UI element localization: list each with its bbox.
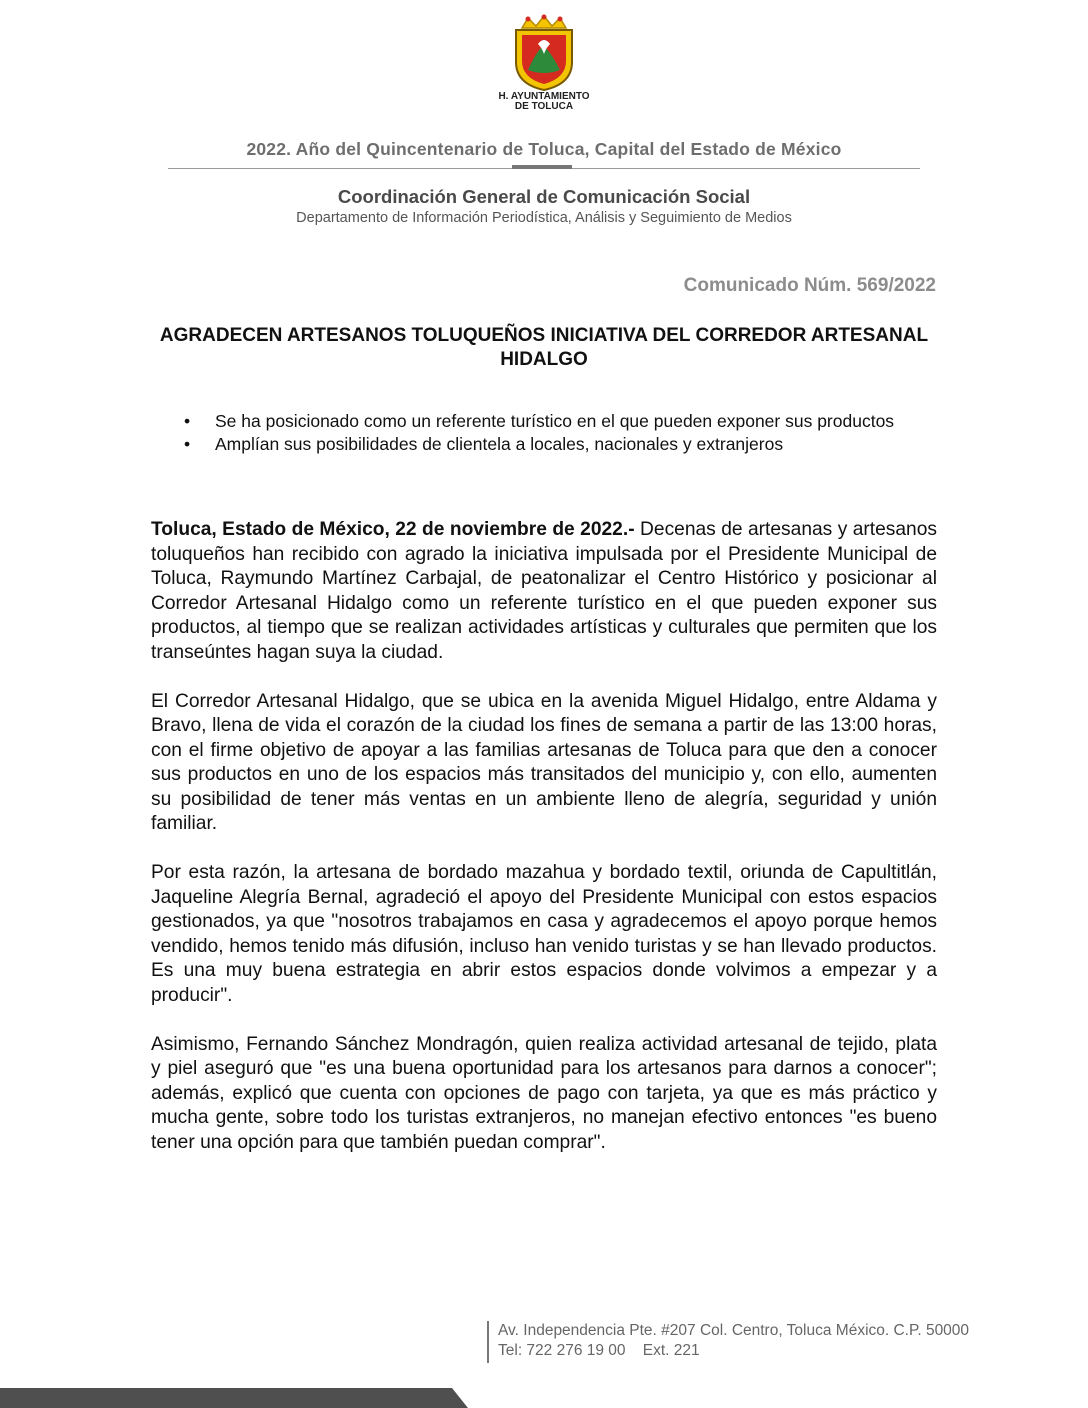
paragraph-4: Asimismo, Fernando Sánchez Mondragón, quien realiza actividad artesanal de tejido, plata y piel aseguró que "es una buena oportunidad para los artesanos para darnos a conocer"; además, explicó que cuenta con opciones de pago con tarjeta, ya que es más práctico y mucha gente, sobre todo los turistas extranjeros, no manejan efectivo entonces "es bueno tener una opción para que también puedan comprar". xyxy=(151,1033,937,1153)
coat-of-arms-icon xyxy=(508,14,580,92)
dateline: Toluca, Estado de México, 22 de noviembre de 2022.- xyxy=(151,519,635,540)
bullet-item: • Se ha posicionado como un referente turístico en el que pueden exponer sus productos xyxy=(182,410,902,433)
footer-address: Av. Independencia Pte. #207 Col. Centro, Toluca México. C.P. 50000 xyxy=(498,1322,970,1339)
headline: AGRADECEN ARTESANOS TOLUQUEÑOS INICIATIVA DEL CORREDOR ARTESANAL HIDALGO xyxy=(159,325,929,370)
paragraph-1-text: Decenas de artesanas y artesanos toluqueños han recibido con agrado la iniciativa impulsada por el Presidente Municipal de Toluca, Raymundo Martínez Carbajal, de peatonalizar el Centro Histórico y posicionar al Corredor Artesanal Hidalgo como un referente turístico en el que pueden exponer sus productos, al tiempo que se realizan actividades artísticas y culturales que permiten que los transeúntes hagan suya la ciudad. xyxy=(151,519,937,663)
coordination-title: Coordinación General de Comunicación Social xyxy=(337,186,751,207)
article-body xyxy=(151,518,937,1180)
logo-caption-line1: H. AYUNTAMIENTO xyxy=(498,91,590,102)
communique-number: Comunicado Núm. 569/2022 xyxy=(683,275,936,296)
footer-band xyxy=(0,1388,468,1408)
paragraph-2: El Corredor Artesanal Hidalgo, que se ubica en la avenida Miguel Hidalgo, entre Aldama y Bravo, llena de vida el corazón de la ciudad los fines de semana a partir de las 13:00 horas, con el firme objetivo de apoyar a las familias artesanas de Toluca para que den a conocer sus productos en uno de los espacios más transitados del municipio y, con ello, aumenten su posibilidad de tener más ventas en un ambiente lleno de alegría, seguridad y unión familiar. xyxy=(151,690,937,834)
header-divider xyxy=(168,168,920,169)
footer-divider xyxy=(487,1321,489,1363)
divider-accent xyxy=(512,165,572,169)
paragraph-1 xyxy=(151,518,937,665)
year-motto: 2022. Año del Quincentenario de Toluca, Capital del Estado de México xyxy=(246,139,842,159)
footer-contact xyxy=(498,1321,969,1361)
logo-caption-line2: DE TOLUCA xyxy=(514,101,574,112)
department-title: Departamento de Información Periodística, Análisis y Seguimiento de Medios xyxy=(296,210,792,226)
ayuntamiento-logo xyxy=(488,14,600,118)
bullet-item: • Amplían sus posibilidades de clientela a locales, nacionales y extranjeros xyxy=(182,433,902,456)
paragraph-3: Por esta razón, la artesana de bordado mazahua y bordado textil, oriunda de Capultitlán, Jaqueline Alegría Bernal, agradeció el apoyo del Presidente Municipal con estos espacios gestionados, ya que "nosotros trabajamos en casa y agradecemos el apoyo porque hemos vendido, hemos tenido más difusión, incluso han venido turistas y se han llevado productos. Es una muy buena estrategia en abrir estos espacios donde volvimos a empezar y a producir". xyxy=(151,862,937,1006)
footer-phone: Tel: 722 276 19 00 Ext. 221 xyxy=(498,1342,700,1359)
summary-bullets xyxy=(182,410,902,456)
